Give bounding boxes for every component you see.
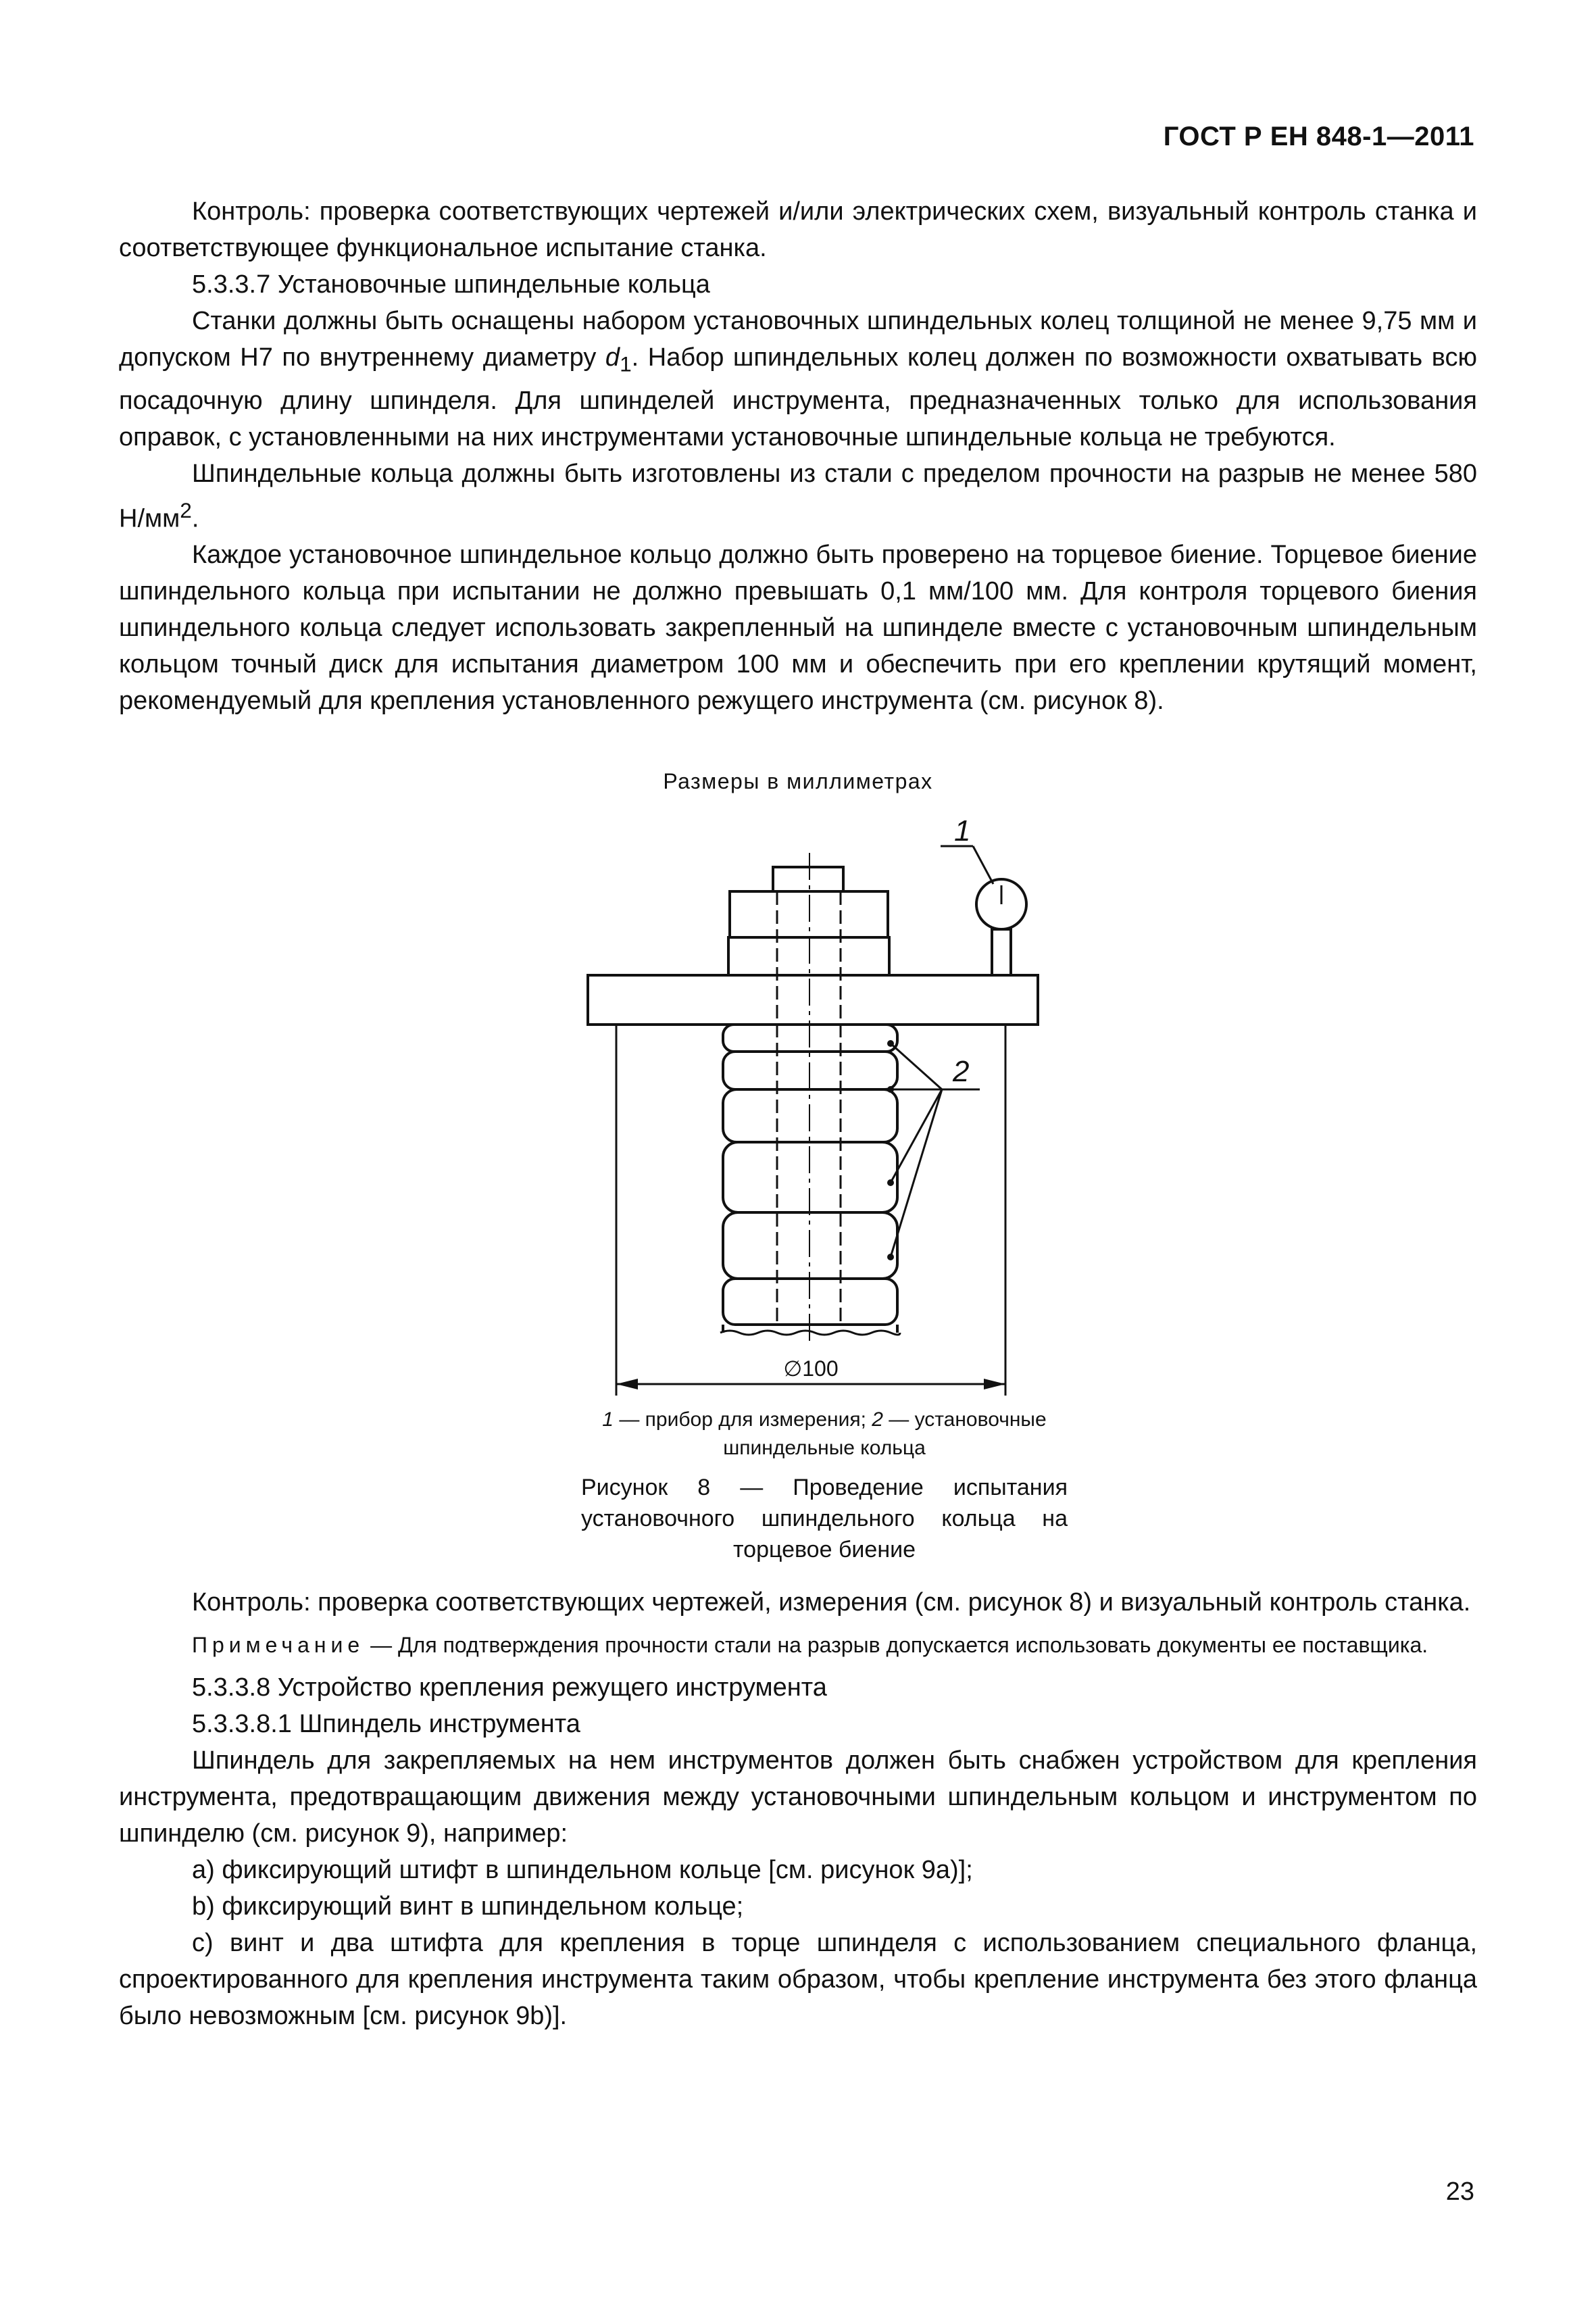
paragraph-spindle: Шпиндель для закрепляемых на нем инструментов должен быть снабжен устройством для крепления инструмента, предотвращающим движения между установочными шпиндельным кольцом и инструментом по шпинделю (см. рисунок 9), например:	[119, 1746, 1477, 1848]
bolt-top	[773, 867, 843, 891]
leader-2-dot	[887, 1179, 894, 1186]
paragraph-runout-test: Каждое установочное шпиндельное кольцо должно быть проверено на торцевое биение. Торцевое биение шпиндельного кольца при испытании не должно превышать 0,1 мм/100 мм. Для контроля торцевого биения шпиндельного кольца следует использовать закрепленный на шпинделе вместе с установочным шпиндельным кольцом точный диск для испытания диаметром 100 мм и обеспечить при его креплении крутящий момент, рекомендуемый для крепления установленного режущего инструмента (см. рисунок 8).	[119, 541, 1477, 716]
figure-legend: 1 — прибор для измерения; 2 — установочные шпиндельные кольца	[602, 1408, 1047, 1459]
variable-d: d	[605, 343, 620, 372]
paragraph-control-2: Контроль: проверка соответствующих чертежей, измерения (см. рисунок 8) и визуальный контроль станка.	[192, 1588, 1471, 1617]
list-item-a: а) фиксирующий штифт в шпиндельном кольце [см. рисунок 9а)];	[192, 1856, 973, 1884]
section-heading-5-3-3-7: 5.3.3.7 Установочные шпиндельные кольца	[192, 270, 710, 299]
leader-1	[973, 846, 993, 884]
paragraph-steel-strength: Шпиндельные кольца должны быть изготовлены из стали с пределом прочности на разрыв не менее 580 $Н/мм^2$.	[119, 459, 1477, 533]
figure-dimensions-note: Размеры в миллиметрах	[663, 769, 933, 793]
paragraph-rings-requirements: Станки должны быть оснащены набором установочных шпиндельных колец толщиной не менее 9,75 мм и допуском H7 по внутреннему диаметру $d_1$. Набор шпиндельных колец должен по возможности охватывать всю посадочную длину шпинделя. Для шпинделей инструмента, предназначенных только для использования оправок, с установленными на них инструментами установочные шпиндельные кольца не требуются.	[119, 307, 1477, 451]
figure-caption: Рисунок 8 — Проведение испытания установочного шпиндельного кольца на торцевое биение	[581, 1475, 1068, 1562]
note: Примечание — Для подтверждения прочности стали на разрыв допускается использовать документы ее поставщика.	[192, 1633, 1428, 1657]
list-item-b: b) фиксирующий винт в шпиндельном кольце;	[192, 1892, 744, 1921]
indicator-stand	[992, 929, 1011, 975]
leader-2-dot	[887, 1086, 894, 1093]
dimension-arrow-right	[984, 1379, 1005, 1389]
note-label: Примечание	[192, 1633, 365, 1657]
leader-2-dot	[887, 1254, 894, 1260]
dimension-arrow-left	[616, 1379, 638, 1389]
test-disc	[588, 975, 1038, 1025]
callout-2: 2	[953, 1055, 970, 1088]
section-heading-5-3-3-8: 5.3.3.8 Устройство крепления режущего инструмента	[192, 1673, 827, 1702]
section-heading-5-3-3-8-1: 5.3.3.8.1 Шпиндель инструмента	[192, 1710, 580, 1738]
leader-2-dot	[887, 1040, 894, 1047]
document-header: ГОСТ Р ЕН 848-1—2011	[1163, 122, 1474, 151]
superscript-2: 2	[180, 497, 192, 522]
page-number: 23	[1445, 2177, 1474, 2206]
diameter-label: ∅100	[783, 1356, 839, 1381]
callout-1: 1	[954, 814, 971, 847]
subscript-1: 1	[620, 351, 632, 376]
list-item-c: с) винт и два штифта для крепления в торце шпинделя с использованием специального фланца, спроектированного для крепления инструмента таким образом, чтобы крепление инструмента без этого фланца было невозможным [см. рисунок 9b)].	[119, 1929, 1477, 2030]
paragraph-control-1: Контроль: проверка соответствующих чертежей и/или электрических схем, визуальный контроль станка и соответствующее функциональное испытание станка.	[119, 197, 1477, 262]
text-block-lower	[119, 1584, 1477, 2034]
